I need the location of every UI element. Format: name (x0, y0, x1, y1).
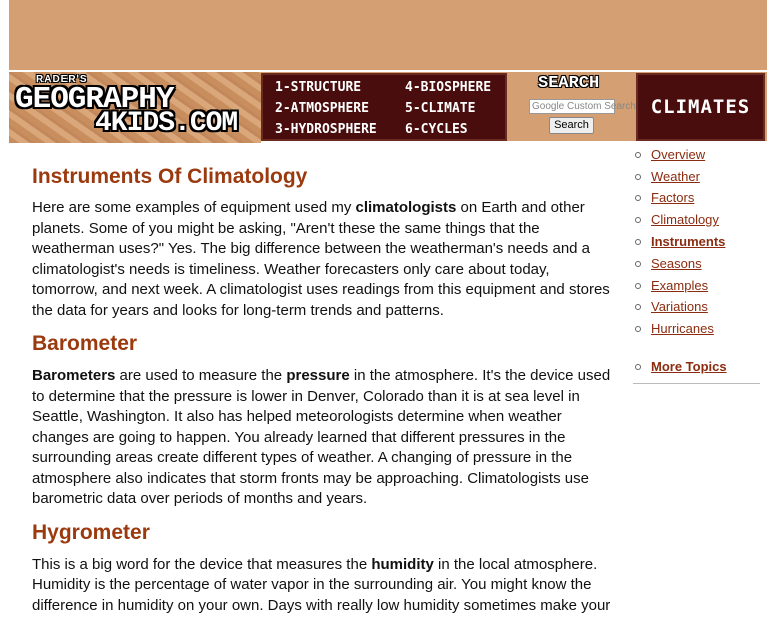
sidebar-link-examples[interactable]: Examples (651, 277, 709, 293)
bullet-icon (635, 261, 641, 267)
intro-keyword-climatologists: climatologists (355, 199, 457, 216)
sidebar-item-seasons (633, 253, 760, 275)
sidebar (633, 144, 760, 384)
intro-paragraph (32, 198, 614, 321)
sidebar-link-weather[interactable]: Weather (651, 168, 700, 184)
logo-geography-text: GEOGRAPHY (15, 82, 174, 117)
intro-text-1: Here are some examples of equipment used my (32, 199, 356, 216)
sidebar-item-weather (633, 166, 760, 188)
page-title: Instruments Of Climatology (32, 165, 308, 188)
intro-text-2: on Earth and other planets. Some of you might be asking, "Aren't these the same things that the weatherman uses?" Yes. The big difference between the weatherman's needs and a climatologist's needs is timeliness. Weather forecasters only care about today, tomorrow, and next week. A climatologist uses readings from this equipment and stores the data for years and looks for long-term trends and patterns. (32, 199, 610, 319)
sidebar-link-overview[interactable]: Overview (651, 146, 706, 162)
sidebar-item-instruments (633, 231, 760, 253)
hygrometer-text-2: in the local atmosphere. Humidity is the percentage of water vapor in the surrounding air. You might know the difference in humidity on your own. Days with really low humidity sometimes make your (32, 555, 611, 614)
sidebar-link-climatology[interactable]: Climatology (651, 212, 719, 228)
bullet-icon (635, 326, 641, 332)
site-header (9, 70, 767, 143)
bullet-icon (635, 364, 641, 370)
bullet-icon (635, 152, 641, 158)
barometer-keyword-pressure: pressure (286, 367, 350, 384)
more-topics-link[interactable]: More Topics (651, 359, 727, 375)
section-badge[interactable]: CLIMATES (636, 73, 765, 141)
search-button[interactable]: Search (549, 117, 594, 134)
bullet-icon (635, 174, 641, 180)
barometer-keyword-barometers: Barometers (32, 367, 116, 384)
topic-link-cycles[interactable]: 6-CYCLES (405, 122, 468, 137)
logo-raders-text: RADER'S (36, 74, 88, 85)
search-box (519, 72, 636, 143)
search-input[interactable]: Google Custom Search (529, 99, 615, 114)
barometer-text-1: are used to measure the (115, 367, 287, 384)
barometer-paragraph (32, 366, 614, 510)
sidebar-link-factors[interactable]: Factors (651, 190, 695, 206)
search-title: SEARCH (538, 74, 600, 93)
bullet-icon (635, 304, 641, 310)
topic-link-climate[interactable]: 5-CLIMATE (405, 101, 476, 116)
hygrometer-keyword-humidity: humidity (371, 555, 434, 573)
topic-link-hydrosphere[interactable]: 3-HYDROSPHERE (275, 122, 377, 137)
top-banner (9, 0, 767, 70)
hygrometer-heading: Hygrometer (32, 520, 150, 544)
bullet-icon (635, 239, 641, 245)
sidebar-link-hurricanes[interactable]: Hurricanes (651, 321, 714, 337)
main-content (32, 163, 614, 626)
topic-link-biosphere[interactable]: 4-BIOSPHERE (405, 80, 492, 95)
sidebar-item-overview (633, 144, 760, 166)
logo-4kids-text: 4KIDS.COM (95, 108, 238, 139)
sidebar-link-variations[interactable]: Variations (651, 299, 708, 315)
sidebar-item-more-topics (633, 356, 760, 378)
sidebar-item-climatology (633, 209, 760, 231)
sidebar-item-variations (633, 297, 760, 319)
sidebar-item-examples (633, 275, 760, 297)
bullet-icon (635, 195, 641, 201)
topic-navigation (261, 73, 507, 141)
site-logo[interactable] (9, 72, 261, 143)
barometer-heading: Barometer (32, 332, 138, 355)
barometer-text-2: in the atmosphere. It's the device used to determine that the pressure is lower in Denver, Colorado than it is at sea level in Seattle, Washington. It also has helped meteorologists determine when weather changes are going to happen. You already learned that different pressures in the surrounding areas create different types of weather. A changing of pressure in the atmosphere also indicates that storm fronts may be approaching. Climatologists use barometric data over periods of months and years. (32, 367, 611, 507)
bullet-icon (635, 283, 641, 289)
topic-link-atmosphere[interactable]: 2-ATMOSPHERE (275, 101, 369, 116)
hygrometer-text-1: This is a big word for the device that measures the (32, 555, 372, 573)
sidebar-link-instruments[interactable]: Instruments (651, 234, 726, 250)
sidebar-item-factors (633, 188, 760, 210)
bullet-icon (635, 217, 641, 223)
sidebar-link-seasons[interactable]: Seasons (651, 255, 702, 271)
topic-link-structure[interactable]: 1-STRUCTURE (275, 80, 362, 95)
sidebar-item-hurricanes (633, 318, 760, 340)
sidebar-divider (633, 383, 760, 384)
hygrometer-paragraph (32, 555, 614, 617)
